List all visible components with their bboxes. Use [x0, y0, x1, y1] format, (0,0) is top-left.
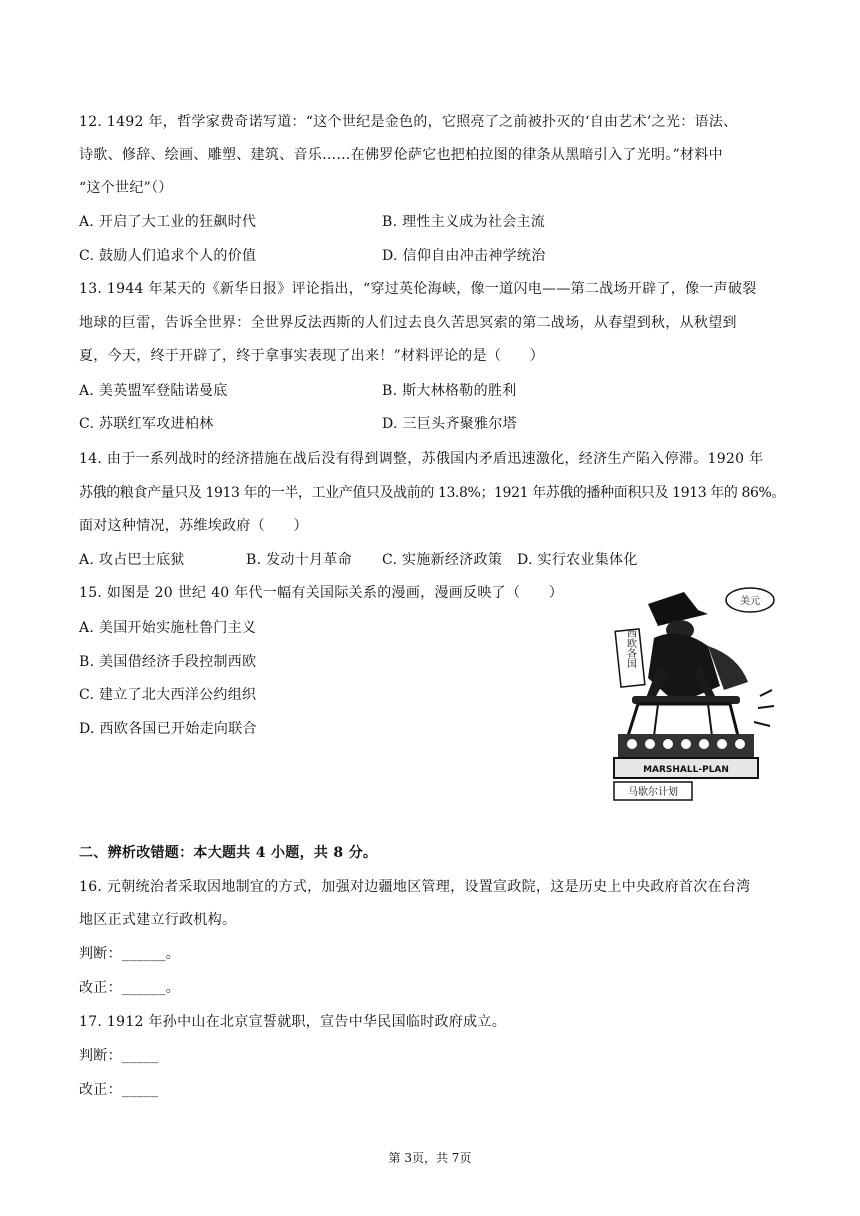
q17-stem-line1: 17. 1912 年孙中山在北京宣誓就职，宣告中华民国临时政府成立。: [79, 1014, 506, 1030]
q14-option-b: B. 发动十月革命: [246, 552, 352, 568]
q14-stem-line3: 面对这种情况，苏维埃政府（ ）: [79, 518, 308, 534]
cartoon-left-label: 西欧各国: [624, 628, 636, 668]
marshall-plan-cartoon: [588, 586, 780, 806]
q13-stem-line1: 13. 1944 年某天的《新华日报》评论指出，“穿过英伦海峡，像一道闪电——第二战场开辟了，像一声破裂: [79, 281, 757, 297]
q16-stem-line2: 地区正式建立行政机构。: [79, 912, 237, 928]
cartoon-base-label: MARSHALL-PLAN: [643, 765, 729, 775]
q12-stem-line2: 诗歌、修辞、绘画、雕塑、建筑、音乐……在佛罗伦萨它也把柏拉图的律条从黑暗引入了光明。”材料中: [79, 147, 723, 163]
q12-stem-line1: 12. 1492 年，哲学家费奇诺写道：“这个世纪是金色的，它照亮了之前被扑灭的‘自由艺术’之光：语法、: [79, 114, 738, 130]
q13-option-a: A. 美英盟军登陆诺曼底: [79, 383, 228, 399]
q14-stem-line2: 苏俄的粮食产量只及 1913 年的一半，工业产值只及战前的 13.8%；1921 年苏俄的播种面积只及 1913 年的 86%。: [79, 485, 786, 501]
q15-option-b: B. 美国借经济手段控制西欧: [79, 654, 257, 670]
q12-option-a: A. 开启了大工业的狂飙时代: [79, 214, 257, 230]
q13-option-b: B. 斯大林格勒的胜利: [382, 383, 517, 399]
q12-option-b: B. 理性主义成为社会主流: [382, 214, 546, 230]
q15-option-c: C. 建立了北大西洋公约组织: [79, 687, 257, 703]
q15-option-d: D. 西欧各国已开始走向联合: [79, 721, 257, 737]
cartoon-top-label: 美元: [740, 596, 760, 607]
q13-stem-line3: 夏，今天，终于开辟了，终于拿事实表现了出来！”材料评论的是（ ）: [79, 348, 545, 364]
q16-correct-blank: 改正：______。: [79, 980, 180, 996]
cartoon-bottom-label: 马歇尔计划: [628, 787, 678, 798]
q13-option-d: D. 三巨头齐聚雅尔塔: [382, 416, 517, 432]
q12-option-d: D. 信仰自由冲击神学统治: [382, 248, 546, 264]
q16-judge-blank: 判断：______。: [79, 946, 180, 962]
q14-option-d: D. 实行农业集体化: [517, 552, 638, 568]
q15-stem-line1: 15. 如图是 20 世纪 40 年代一幅有关国际关系的漫画，漫画反映了（ ）: [79, 585, 564, 601]
q16-stem-line1: 16. 元朝统治者采取因地制宜的方式，加强对边疆地区管理，设置宣政院，这是历史上中央政府首次在台湾: [79, 879, 751, 895]
q15-option-a: A. 美国开始实施杜鲁门主义: [79, 620, 257, 636]
q13-option-c: C. 苏联红军攻进柏林: [79, 416, 214, 432]
q14-option-a: A. 攻占巴士底狱: [79, 552, 185, 568]
q13-stem-line2: 地球的巨雷，告诉全世界：全世界反法西斯的人们过去良久苦思冥索的第二战场，从春望到秋，从秋望到: [79, 315, 737, 331]
q14-stem-line1: 14. 由于一系列战时的经济措施在战后没有得到调整，苏俄国内矛盾迅速激化，经济生产陷入停滞。1920 年: [79, 451, 764, 467]
page-number: 第 3页，共 7页: [388, 1151, 472, 1165]
q12-stem-line3: “这个世纪”（）: [79, 180, 173, 196]
q17-judge-blank: 判断：_____: [79, 1048, 159, 1064]
section-heading: 二、辨析改错题：本大题共 4 小题，共 8 分。: [79, 845, 378, 861]
q12-option-c: C. 鼓励人们追求个人的价值: [79, 248, 257, 264]
q17-correct-blank: 改正：_____: [79, 1082, 159, 1098]
q14-option-c: C. 实施新经济政策: [382, 552, 503, 568]
